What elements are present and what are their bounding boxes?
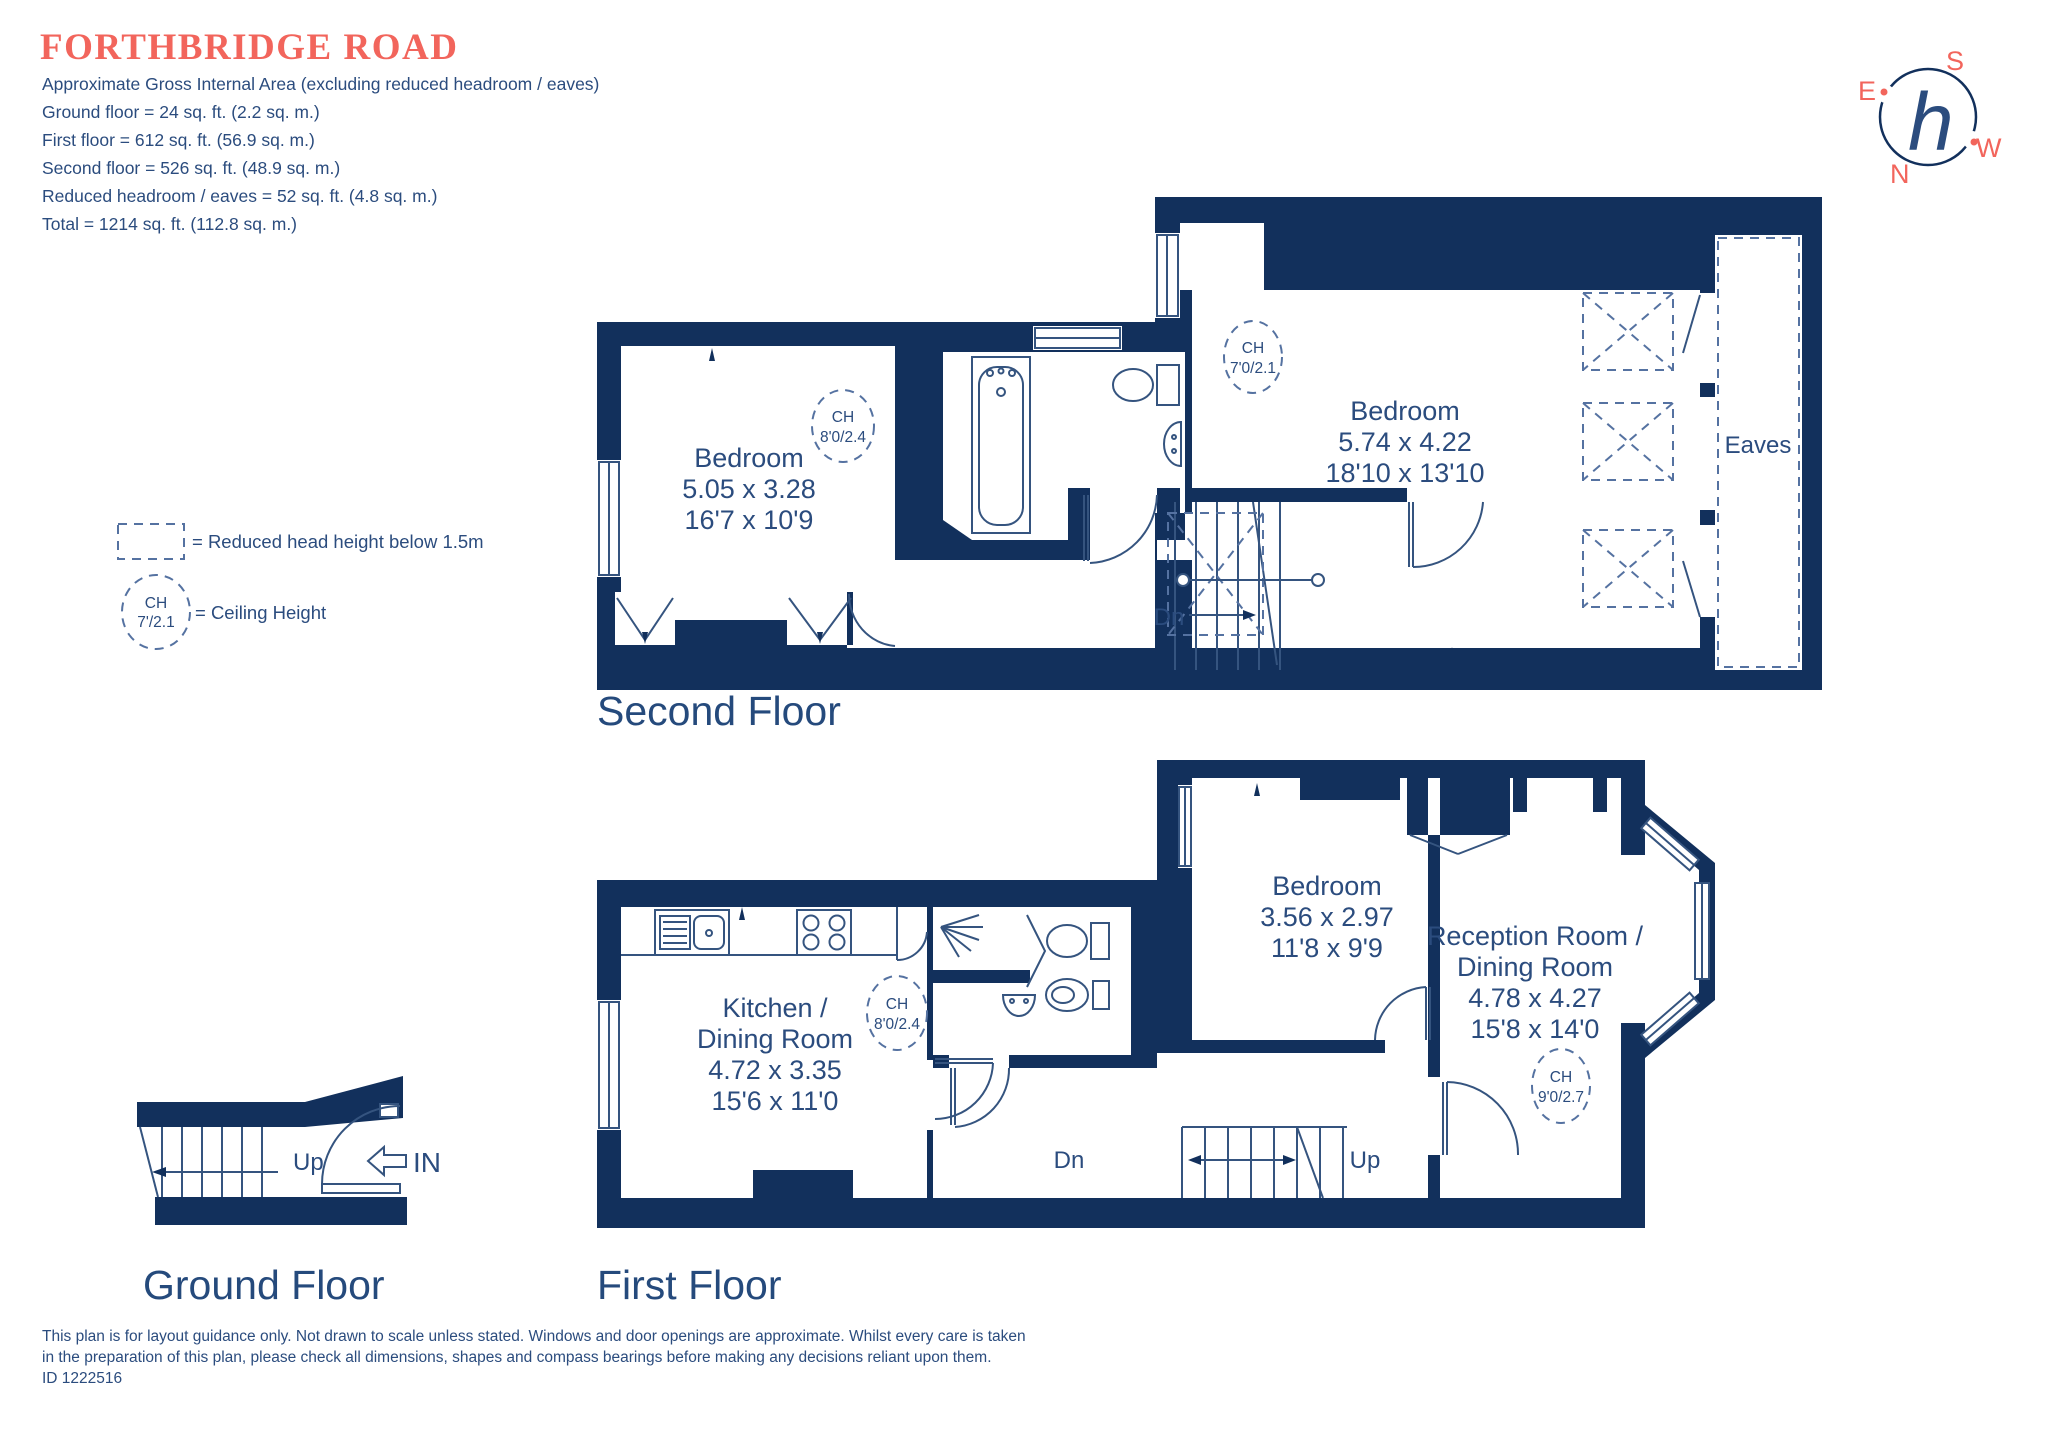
svg-text:8'0/2.4: 8'0/2.4 — [873, 1016, 921, 1033]
svg-text:3.56 x 2.97: 3.56 x 2.97 — [1260, 902, 1394, 932]
svg-text:15'8 x 14'0: 15'8 x 14'0 — [1470, 1014, 1600, 1044]
svg-text:8'0/2.4: 8'0/2.4 — [819, 429, 867, 446]
kitchen-hob — [797, 910, 851, 955]
area-subtitle: Approximate Gross Internal Area (excluding reduced headroom / eaves) — [42, 74, 600, 94]
svg-text:Kitchen /: Kitchen / — [722, 993, 828, 1023]
svg-text:Bedroom: Bedroom — [1350, 396, 1460, 426]
svg-text:Dining Room: Dining Room — [1456, 952, 1614, 982]
ch-circle-reception — [1532, 1049, 1590, 1123]
ground-floor-walls — [137, 1076, 407, 1225]
sink-first — [1003, 995, 1035, 1016]
legend-ch-symbol — [122, 575, 190, 649]
first-floor-plan — [597, 755, 1722, 1300]
disclaimer-line-2: in the preparation of this plan, please check all dimensions, shapes and compass bearings before making any decisions reliant upon them. — [42, 1349, 992, 1366]
room-label-reception — [1427, 921, 1644, 1044]
plan-id: ID 1222516 — [42, 1370, 123, 1387]
svg-text:11'8 x 9'9: 11'8 x 9'9 — [1271, 933, 1383, 963]
area-line-ground: Ground floor = 24 sq. ft. (2.2 sq. m.) — [42, 102, 320, 122]
svg-text:4.72 x 3.35: 4.72 x 3.35 — [708, 1055, 842, 1085]
legend — [85, 515, 625, 665]
svg-text:15'6 x 11'0: 15'6 x 11'0 — [711, 1086, 839, 1116]
first-floor-dn-label: Dn — [1053, 1147, 1085, 1174]
legend-ch-label: = Ceiling Height — [195, 602, 327, 623]
disclaimer-line-1: This plan is for layout guidance only. Not drawn to scale unless stated. Windows and door openings are approximate. Whilst every care is taken — [42, 1328, 1026, 1345]
legend-ch-abbr: CH — [144, 595, 168, 612]
first-floor-up-label: Up — [1349, 1147, 1381, 1174]
compass-w: W — [1976, 133, 2002, 163]
ch-circle-bedroom-left — [812, 390, 874, 462]
legend-reduced-label: = Reduced head height below 1.5m — [192, 531, 484, 552]
svg-text:5.74 x 4.22: 5.74 x 4.22 — [1338, 427, 1472, 457]
second-floor-interior-walls — [895, 223, 1700, 560]
ground-floor-plan — [100, 1060, 460, 1245]
reduced-headroom-boxes — [1583, 293, 1673, 607]
kitchen-sink-unit — [621, 910, 897, 955]
legend-ch-sample: 7'/2.1 — [137, 614, 175, 631]
second-floor-plan — [597, 195, 1827, 755]
ground-floor-staircase — [152, 1127, 278, 1197]
entrance-in-arrow — [368, 1147, 406, 1175]
svg-text:9'0/2.7: 9'0/2.7 — [1537, 1089, 1585, 1106]
svg-text:16'7 x 10'9: 16'7 x 10'9 — [684, 505, 814, 535]
svg-text:4.78 x 4.27: 4.78 x 4.27 — [1468, 983, 1602, 1013]
svg-text:Bedroom: Bedroom — [694, 443, 804, 473]
svg-text:CH: CH — [1241, 340, 1265, 357]
compass-s: S — [1946, 46, 1965, 76]
svg-text:7'0/2.1: 7'0/2.1 — [1229, 360, 1277, 377]
svg-text:Reception Room /: Reception Room / — [1426, 921, 1644, 951]
legend-reduced-symbol — [118, 524, 184, 559]
toilet — [1113, 365, 1179, 405]
second-floor-dn-label: Dn — [1153, 604, 1185, 631]
toilet-first — [1047, 923, 1109, 959]
room-label-bedroom-left — [682, 443, 816, 535]
eaves-label: Eaves — [1724, 432, 1792, 459]
area-line-reduced: Reduced headroom / eaves = 52 sq. ft. (4.8 sq. m.) — [42, 186, 438, 206]
compass-e: E — [1858, 76, 1877, 106]
svg-text:Dining Room: Dining Room — [696, 1024, 854, 1054]
ch-circle-kitchen — [867, 976, 927, 1050]
svg-text:CH: CH — [831, 409, 855, 426]
room-label-bedroom-right — [1326, 396, 1485, 488]
area-line-second: Second floor = 526 sq. ft. (48.9 sq. m.) — [42, 158, 341, 178]
room-label-kitchen — [697, 993, 853, 1116]
compass-rose — [1850, 30, 2020, 200]
first-floor-label: First Floor — [597, 1262, 782, 1308]
compass-n: N — [1890, 159, 1910, 189]
svg-text:18'10 x 13'10: 18'10 x 13'10 — [1325, 458, 1485, 488]
ch-circle-bedroom-right — [1224, 321, 1282, 393]
page-title: FORTHBRIDGE ROAD — [40, 27, 459, 68]
compass-dot-e — [1881, 89, 1888, 96]
svg-text:CH: CH — [885, 996, 909, 1013]
second-floor-label: Second Floor — [597, 688, 841, 734]
svg-text:5.05 x 3.28: 5.05 x 3.28 — [682, 474, 816, 504]
svg-text:CH: CH — [1549, 1069, 1573, 1086]
ground-floor-up-label: Up — [293, 1149, 324, 1176]
first-floor-staircase — [1182, 1127, 1347, 1198]
area-line-first: First floor = 612 sq. ft. (56.9 sq. m.) — [42, 130, 315, 150]
bathtub — [972, 357, 1030, 533]
bidet — [1046, 979, 1109, 1011]
area-line-total: Total = 1214 sq. ft. (112.8 sq. m.) — [42, 214, 298, 234]
sink — [1164, 422, 1181, 466]
svg-text:Bedroom: Bedroom — [1272, 871, 1382, 901]
room-label-bedroom-first — [1260, 871, 1394, 963]
entrance-in-label: IN — [413, 1147, 441, 1178]
ground-floor-label: Ground Floor — [143, 1262, 385, 1308]
compass-monogram: h — [1908, 77, 1954, 168]
